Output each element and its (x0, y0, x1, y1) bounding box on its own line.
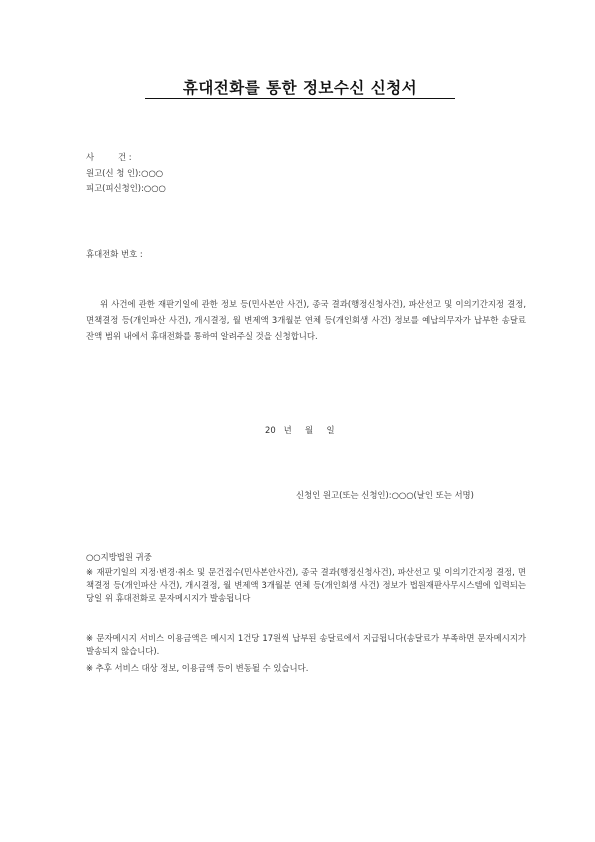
note-item: ※ 문자메시지 서비스 이용금액은 메시지 1건당 17원씩 납부된 송달료에서 지급됩니다(송달료가 부족하면 문자메시지가 발송되지 않습니다). (86, 633, 526, 657)
phone-number-label: 휴대전화 번호 : (86, 249, 143, 259)
case-label: 사 건 : (86, 152, 132, 162)
signature-line: 신청인 원고(또는 신청인):○○○(날인 또는 서명) (296, 490, 474, 500)
date-line: 20 년 월 일 (265, 425, 335, 435)
note-item: ※ 재판기일의 지정·변경·취소 및 문건접수(민사본안사건), 종국 결과(행정신청사건), 파산선고 및 이의기간지정 결정, 면책결정 등(개인파산 사건), 개시결정, 월 변제액 3개월분 연체 등(개인회생 사건) 정보가 법원재판사무시스템에 입력되는 당일 위 휴대전화로 문자메시지가 발송됩니다 (86, 567, 526, 604)
request-body: 위 사건에 관한 재판기일에 관한 정보 등(민사본안 사건), 종국 결과(행정신청사건), 파산선고 및 이의기간지정 결정, 면책결정 등(개인파산 사건), 개시결정, 월 변제액 3개월분 연체 등(개인회생 사건) 정보를 예납의무자가 납부한 송달료 잔액 범위 내에서 휴대전화를 통하여 알려주실 것을 신청합니다. (86, 299, 526, 341)
document-title: 휴대전화를 통한 정보수신 신청서 (182, 79, 418, 97)
title-underline (145, 98, 455, 99)
note-item: ※ 추후 서비스 대상 정보, 이용금액 등이 변동될 수 있습니다. (86, 663, 309, 673)
plaintiff-label: 원고(신 청 인):○○○ (86, 168, 164, 178)
court-addressee: ○○지방법원 귀중 (86, 552, 152, 562)
defendant-label: 피고(피신청인):○○○ (86, 183, 166, 193)
